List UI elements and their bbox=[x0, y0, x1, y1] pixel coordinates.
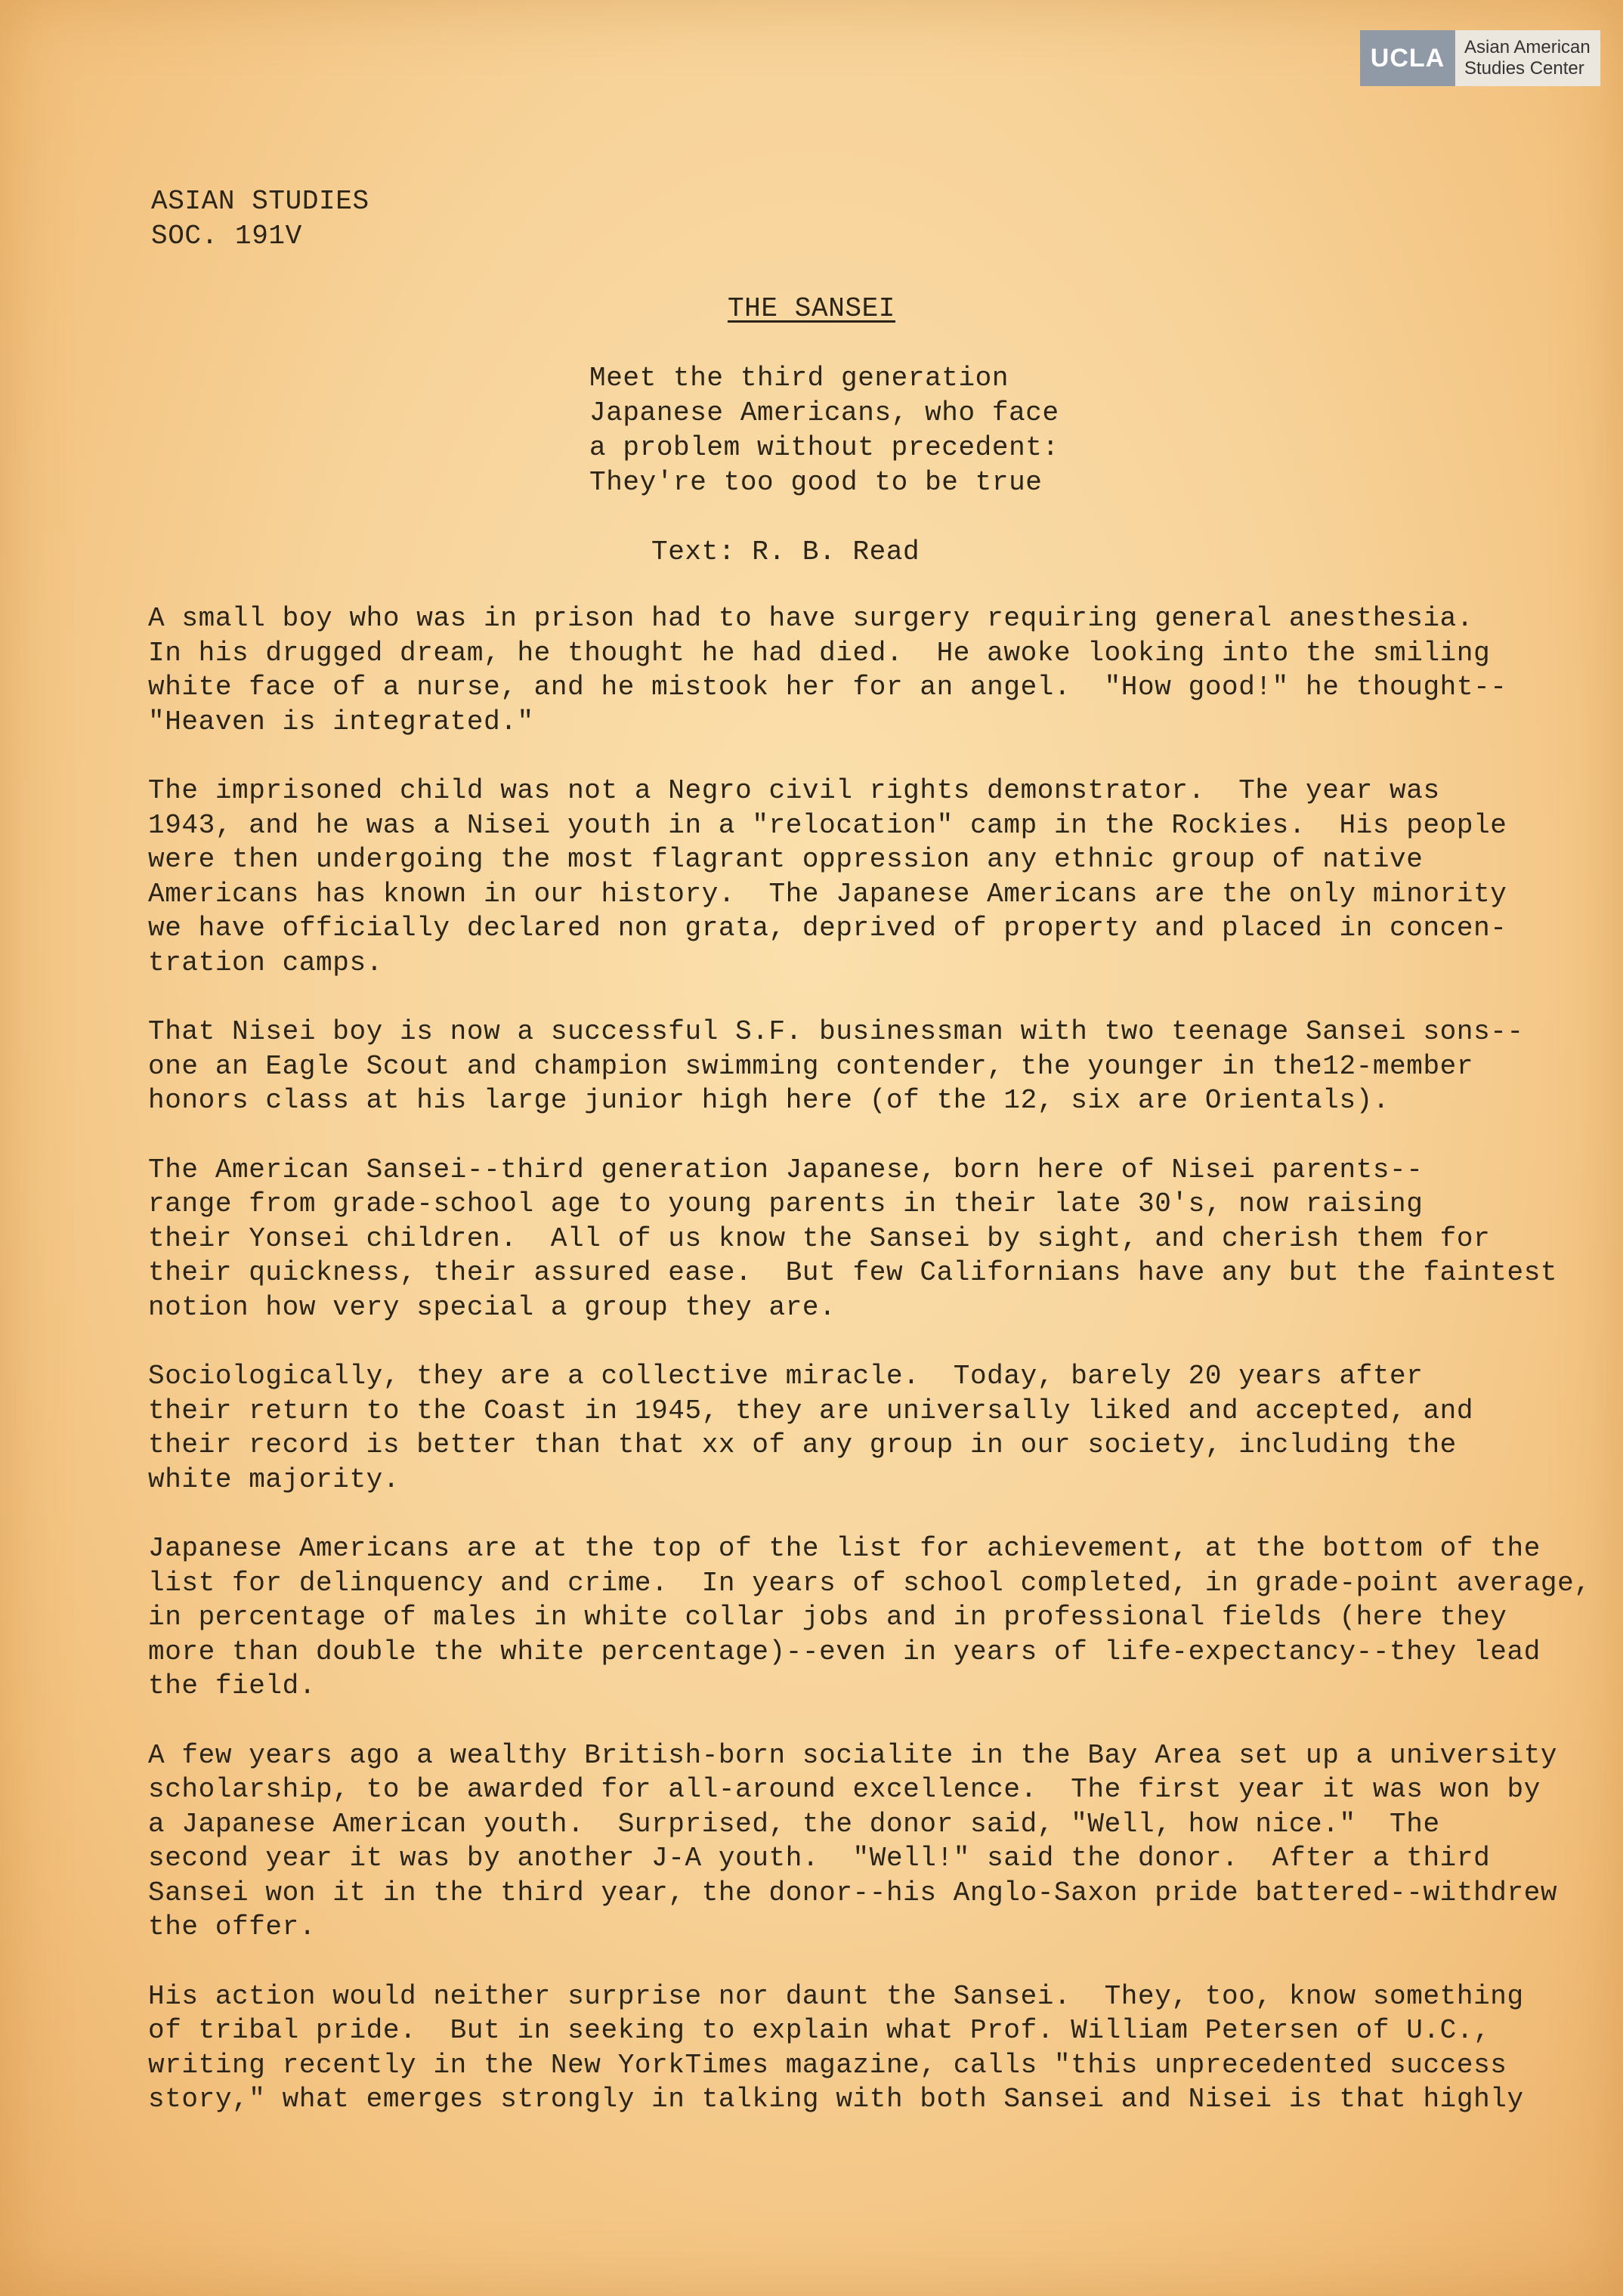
course-header bbox=[151, 184, 369, 254]
text-line: That Nisei boy is now a successful S.F. businessman with two teenage Sansei sons-- bbox=[148, 1016, 1524, 1047]
text-line: list for delinquency and crime. In years of school completed, in grade-point average, bbox=[148, 1567, 1591, 1599]
subtitle-line: They're too good to be true bbox=[589, 467, 1043, 498]
text-line: were then undergoing the most flagrant oppression any ethnic group of native bbox=[148, 844, 1424, 875]
text-line: Sansei won it in the third year, the donor--his Anglo-Saxon pride battered--withdrew bbox=[148, 1877, 1558, 1908]
text-line: of tribal pride. But in seeking to explain what Prof. William Petersen of U.C., bbox=[148, 2015, 1491, 2046]
paragraph bbox=[148, 1359, 1508, 1497]
text-line: their quickness, their assured ease. But few Californians have any but the faintest bbox=[148, 1257, 1558, 1288]
text-line: In his drugged dream, he thought he had died. He awoke looking into the smiling bbox=[148, 637, 1491, 669]
text-line: white face of a nurse, and he mistook her for an angel. "How good!" he thought-- bbox=[148, 672, 1507, 703]
text-line: their record is better than that xx of any group in our society, including the bbox=[148, 1429, 1457, 1460]
text-line: white majority. bbox=[148, 1463, 400, 1495]
subtitle-block bbox=[589, 361, 1059, 500]
text-line: the offer. bbox=[148, 1911, 317, 1942]
ucla-logo-mark: UCLA bbox=[1360, 30, 1455, 86]
text-line: range from grade-school age to young parents in their late 30's, now raising bbox=[148, 1188, 1424, 1219]
text-line: 1943, and he was a Nisei youth in a "relocation" camp in the Rockies. His people bbox=[148, 809, 1507, 841]
text-line: His action would neither surprise nor daunt the Sansei. They, too, know something bbox=[148, 1980, 1524, 2012]
paragraph bbox=[148, 1738, 1558, 1945]
text-line: in percentage of males in white collar jobs and in professional fields (here they bbox=[148, 1602, 1507, 1633]
text-line: one an Eagle Scout and champion swimming contender, the younger in the12-member bbox=[148, 1050, 1474, 1082]
byline: Text: R. B. Read bbox=[651, 536, 920, 567]
text-line: their return to the Coast in 1945, they are universally liked and accepted, and bbox=[148, 1395, 1474, 1426]
paragraph bbox=[148, 1979, 1524, 2117]
text-line: the field. bbox=[148, 1670, 317, 1701]
paragraph bbox=[148, 601, 1508, 739]
subtitle-line: Meet the third generation bbox=[589, 363, 1009, 394]
text-line: tration camps. bbox=[148, 947, 383, 978]
course-line-2: SOC. 191V bbox=[151, 221, 302, 252]
text-line: story," what emerges strongly in talking with both Sansei and Nisei is that highly bbox=[148, 2084, 1524, 2115]
paragraph bbox=[148, 1531, 1591, 1704]
document-title: THE SANSEI bbox=[727, 293, 896, 324]
logo-caption-line1: Asian American bbox=[1464, 37, 1591, 57]
text-line: A few years ago a wealthy British-born socialite in the Bay Area set up a university bbox=[148, 1739, 1558, 1771]
text-line: second year it was by another J-A youth. "Well!" said the donor. After a third bbox=[148, 1843, 1491, 1874]
text-line: Japanese Americans are at the top of the list for achievement, at the bottom of the bbox=[148, 1533, 1541, 1564]
text-line: a Japanese American youth. Surprised, the donor said, "Well, how nice." The bbox=[148, 1808, 1440, 1840]
course-line-1: ASIAN STUDIES bbox=[151, 186, 369, 217]
text-line: honors class at his large junior high here (of the 12, six are Orientals). bbox=[148, 1085, 1390, 1116]
text-line: "Heaven is integrated." bbox=[148, 706, 534, 737]
text-line: more than double the white percentage)--even in years of life-expectancy--they lead bbox=[148, 1636, 1541, 1667]
logo-caption bbox=[1455, 37, 1591, 79]
text-line: writing recently in the New YorkTimes magazine, calls "this unprecedented success bbox=[148, 2049, 1507, 2081]
text-line: we have officially declared non grata, deprived of property and placed in concen- bbox=[148, 913, 1507, 944]
body-text bbox=[148, 601, 1591, 2152]
text-line: Sociologically, they are a collective miracle. Today, barely 20 years after bbox=[148, 1361, 1424, 1392]
text-line: The American Sansei--third generation Japanese, born here of Nisei parents-- bbox=[148, 1154, 1424, 1185]
logo-caption-line2: Studies Center bbox=[1464, 58, 1584, 79]
text-line: Americans has known in our history. The Japanese Americans are the only minority bbox=[148, 878, 1507, 910]
text-line: scholarship, to be awarded for all-around excellence. The first year it was won by bbox=[148, 1774, 1541, 1805]
paragraph bbox=[148, 1015, 1524, 1118]
text-line: The imprisoned child was not a Negro civil rights demonstrator. The year was bbox=[148, 775, 1440, 806]
paragraph bbox=[148, 774, 1508, 980]
paragraph bbox=[148, 1153, 1558, 1325]
subtitle-line: a problem without precedent: bbox=[589, 432, 1059, 463]
text-line: their Yonsei children. All of us know the Sansei by sight, and cherish them for bbox=[148, 1222, 1491, 1254]
text-line: notion how very special a group they are. bbox=[148, 1291, 836, 1323]
subtitle-line: Japanese Americans, who face bbox=[589, 397, 1059, 428]
text-line: A small boy who was in prison had to have surgery requiring general anesthesia. bbox=[148, 603, 1474, 634]
ucla-aasc-logo bbox=[1360, 30, 1600, 86]
